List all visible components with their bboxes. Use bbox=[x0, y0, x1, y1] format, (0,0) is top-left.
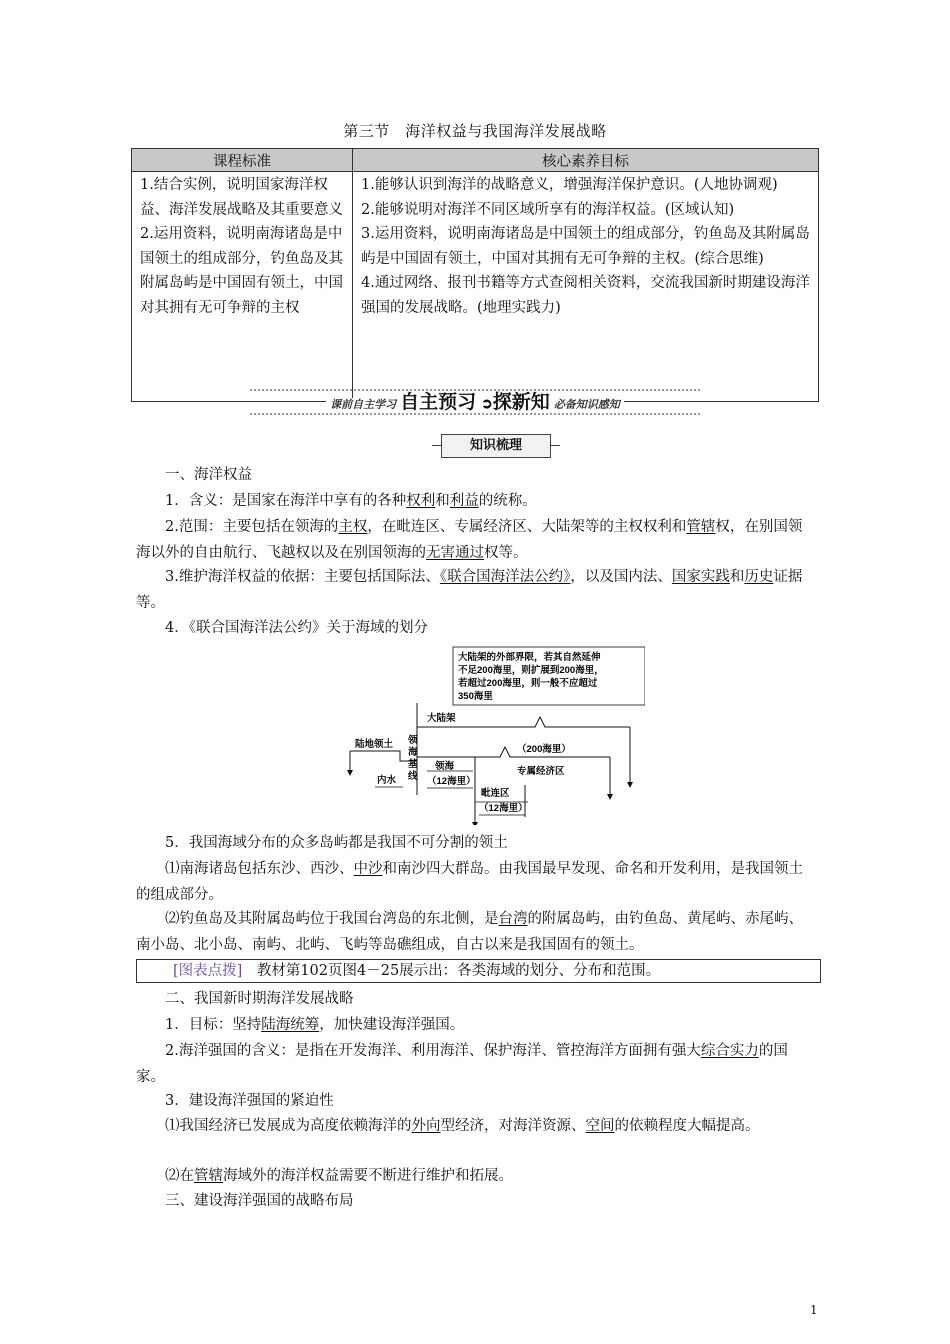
table-header-standard: 课程标准 bbox=[132, 149, 353, 172]
heading-ocean-rights: 一、海洋权益 bbox=[165, 467, 252, 483]
tip-text: 教材第102页图4－25展示出：各类海域的划分、分布和范围。 bbox=[242, 963, 661, 979]
note-line-4: 350海里 bbox=[458, 691, 493, 702]
shelf-label: 大陆架 bbox=[427, 713, 456, 724]
baseline-char-3: 基 bbox=[408, 759, 418, 770]
baseline-char-1: 领 bbox=[408, 735, 418, 746]
eez-line bbox=[417, 747, 610, 757]
banner-main-1: 自主预习 bbox=[400, 391, 477, 413]
12nm-label-2: （12海里） bbox=[479, 803, 528, 814]
table-cell-goals: 1.能够认识到海洋的战略意义，增强海洋保护意识。(人地协调观) 2.能够说明对海洋不同区域所享有的海洋权益。(区域认知) 3.运用资料，说明南海诸岛是中国领土的组成部分，钓鱼岛及其附属岛屿是中国固有领土，中国对其拥有无可争辩的主权。(综合思维) 4.通过网络、报刊书籍等方式查阅相关资料，交流我国新时期建设海洋强国的发展战略。(地理实践力) bbox=[353, 172, 819, 402]
para-south-sea: ⑴南海诸岛包括东沙、西沙、中沙和南沙四大群岛。由我国最早发现、命名和开发利用，是我国领土的组成部分。 bbox=[136, 861, 803, 903]
para-division: 4．《联合国海洋法公约》关于海域的划分 bbox=[165, 620, 428, 636]
section-tag: 知识梳理 bbox=[441, 434, 551, 458]
territorial-sea-label: 领海 bbox=[435, 761, 455, 772]
para-islands: 5．我国海域分布的众多岛屿都是我国不可分割的领土 bbox=[165, 835, 508, 851]
eez-label: 专属经济区 bbox=[517, 766, 565, 777]
note-line-1: 大陆架的外部界限，若其自然延伸 bbox=[458, 652, 601, 663]
para-definition: 1．含义：是国家在海洋中享有的各种权利和利益的统称。 bbox=[165, 493, 537, 509]
sea-zone-diagram bbox=[345, 645, 645, 825]
para-basis: 3.维护海洋权益的依据：主要包括国际法、《联合国海洋法公约》，以及国内法、国家实践和历史证据等。 bbox=[136, 569, 803, 611]
12nm-label: （12海里） bbox=[427, 776, 476, 787]
land-label: 陆地领土 bbox=[355, 739, 394, 750]
tip-label: [图表点拨] bbox=[173, 963, 243, 979]
baseline-char-2: 海 bbox=[408, 747, 418, 758]
heading-strategy: 二、我国新时期海洋发展战略 bbox=[165, 991, 354, 1007]
note-line-2: 不足200海里，则扩展到200海里， bbox=[458, 665, 604, 676]
para-diaoyu: ⑵钓鱼岛及其附属岛屿位于我国台湾岛的东北侧，是台湾的附属岛屿，由钓鱼岛、黄尾屿、赤尾屿、南小岛、北小岛、南屿、北屿、飞屿等岛礁组成，自古以来是我国固有的领土。 bbox=[136, 911, 803, 953]
arrow-icon: ➲ bbox=[476, 396, 493, 412]
section-banner bbox=[250, 385, 700, 413]
heading-layout: 三、建设海洋强国的战略布局 bbox=[165, 1193, 354, 1209]
200nm-label: （200海里） bbox=[517, 744, 571, 755]
banner-left: 课前自主学习 bbox=[326, 398, 400, 411]
curriculum-table bbox=[131, 148, 819, 402]
chart-tip-box bbox=[136, 959, 821, 983]
baseline-char-4: 线 bbox=[408, 771, 418, 782]
page-title: 第三节 海洋权益与我国海洋发展战略 bbox=[343, 122, 607, 140]
para-urgency-1: ⑴我国经济已发展成为高度依赖海洋的外向型经济，对海洋资源、空间的依赖程度大幅提高。 bbox=[165, 1118, 760, 1134]
table-cell-standard: 1.结合实例，说明国家海洋权益、海洋发展战略及其重要意义 2.运用资料，说明南海诸岛是中国领土的组成部分，钓鱼岛及其附属岛屿是中国固有领土，中国对其拥有无可争辩的主权 bbox=[132, 172, 353, 402]
banner-main-2: 探新知 bbox=[492, 391, 550, 413]
table-header-goals: 核心素养目标 bbox=[353, 149, 819, 172]
inland-label: 内水 bbox=[377, 775, 397, 786]
para-urgency: 3．建设海洋强国的紧迫性 bbox=[165, 1093, 334, 1109]
contiguous-label: 毗连区 bbox=[481, 788, 510, 799]
para-scope: 2.范围：主要包括在领海的主权，在毗连区、专属经济区、大陆架等的主权权利和管辖权，在别国领海以外的自由航行、飞越权以及在别国领海的无害通过权等。 bbox=[136, 519, 803, 561]
para-goal: 1．目标：坚持陆海统筹，加快建设海洋强国。 bbox=[165, 1017, 465, 1033]
banner-right: 必备知识感知 bbox=[550, 398, 624, 411]
note-line-3: 若超过200海里，则一般不应超过 bbox=[458, 678, 598, 689]
para-meaning: 2.海洋强国的含义：是指在开发海洋、利用海洋、保护海洋、管控海洋方面拥有强大综合实力的国家。 bbox=[136, 1043, 788, 1085]
page-number: 1 bbox=[810, 1303, 818, 1317]
para-urgency-2: ⑵在管辖海域外的海洋权益需要不断进行维护和拓展。 bbox=[165, 1168, 513, 1184]
